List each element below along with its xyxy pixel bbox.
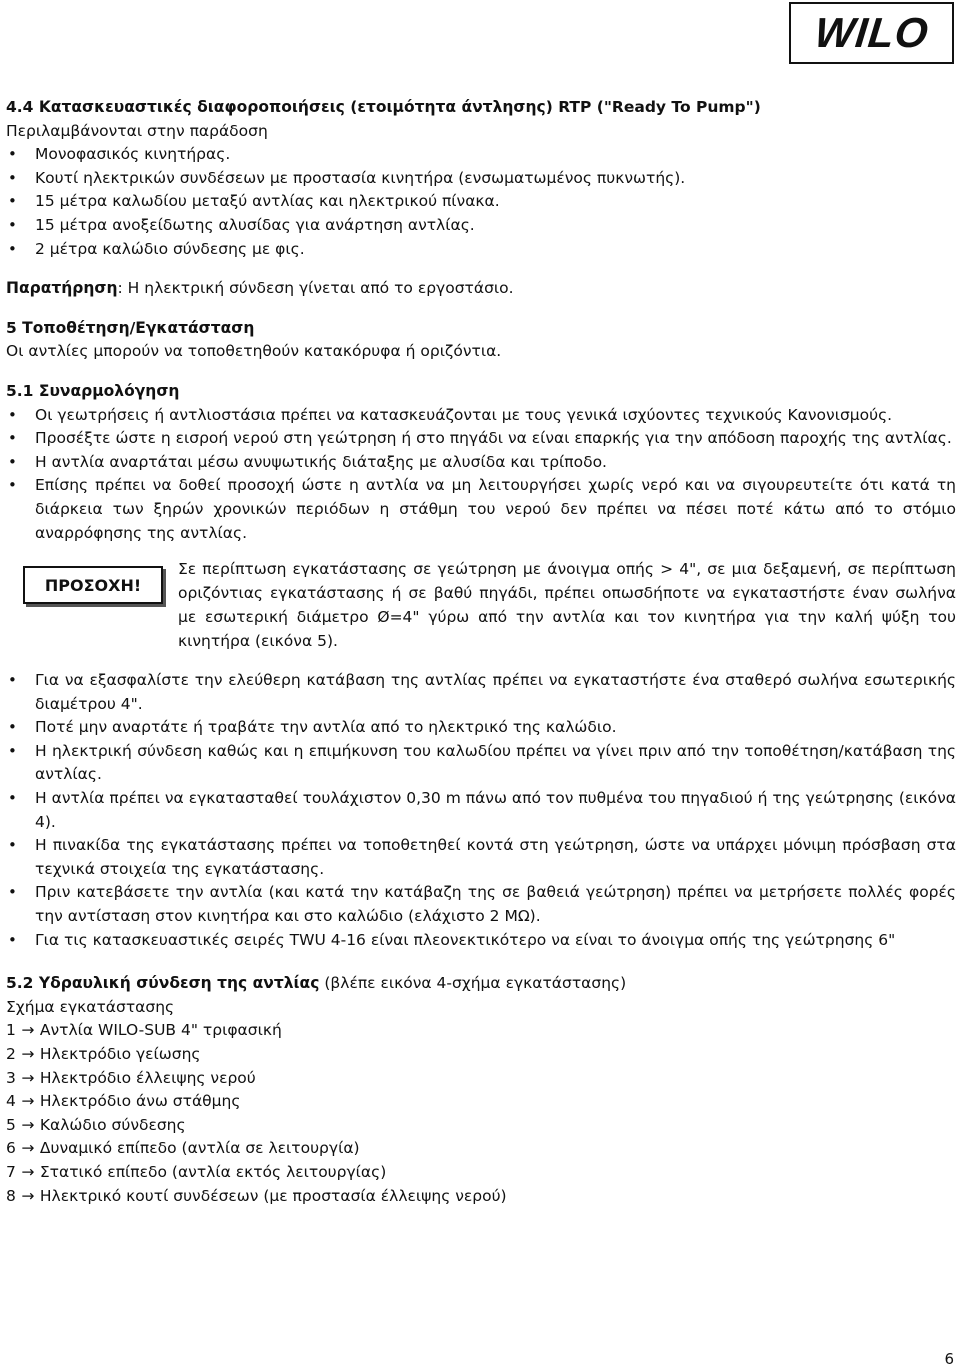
list-item: • 15 μέτρα καλωδίου μεταξύ αντλίας και ηλεκτρικού πίνακα. (6, 190, 956, 214)
legend-item (6, 1161, 956, 1185)
section-5-1-list-2 (6, 669, 956, 952)
list-item: • Κουτί ηλεκτρικών συνδέσεων με προστασία κινητήρα (ενσωματωμένος πυκνωτής). (6, 167, 956, 191)
scheme-legend (6, 1019, 956, 1208)
list-item: • Προσέξτε ώστε η εισροή νερού στη γεώτρηση ή στο πηγάδι να είναι επαρκής για την απόδοση παροχής της αντλίας. (6, 427, 956, 451)
list-item: • Η αντλία πρέπει να εγκατασταθεί τουλάχιστον 0,30 m πάνω από τον πυθμένα του πηγαδιού ή της γεώτρησης (εικόνα 4). (6, 787, 956, 834)
legend-text: Ηλεκτρικό κουτί συνδέσεων (με προστασία έλλειψης νερού) (39, 1186, 507, 1205)
section-4-4-title: 4.4 Κατασκευαστικές διαφοροποιήσεις (ετοιμότητα άντλησης) RTP ("Ready To Pump") (6, 98, 761, 116)
list-item: • Η ηλεκτρική σύνδεση καθώς και η επιμήκυνση του καλωδίου πρέπει να γίνει πριν από την τοποθέτηση/κατάβαση της αντλίας. (6, 740, 956, 787)
section-5-2-title-note: (βλέπε εικόνα 4-σχήμα εγκατάστασης) (319, 974, 627, 993)
legend-text: Ηλεκτρόδιο άνω στάθμης (39, 1092, 241, 1111)
arrow-icon: → (21, 1068, 35, 1087)
section-5-text: Οι αντλίες μπορούν να τοποθετηθούν κατακόρυφα ή οριζόντια. (6, 342, 502, 361)
list-item: • Η πινακίδα της εγκατάστασης πρέπει να τοποθετηθεί κοντά στη γεώτρηση, ώστε να υπάρχει μόνιμη πρόσβαση στα τεχνικά στοιχεία της εγκατάστασης. (6, 834, 956, 881)
scheme-title: Σχήμα εγκατάστασης (6, 997, 175, 1016)
list-item: • Ποτέ μην αναρτάτε ή τραβάτε την αντλία από το ηλεκτρικό της καλώδιο. (6, 716, 956, 740)
arrow-icon: → (21, 1162, 35, 1181)
arrow-icon: → (21, 1045, 35, 1063)
legend-text: Καλώδιο σύνδεσης (39, 1115, 186, 1134)
legend-item (6, 1043, 956, 1067)
warning-text: Σε περίπτωση εγκατάστασης σε γεώτρηση με άνοιγμα οπής > 4", σε μια δεξαμενή, σε περίπτωση οριζόντιας εγκατάστασης ή σε βαθύ πηγάδι, πρέπει οπωσδήποτε να εγκαταστήστε έναν σωλήνα με εσωτερική διάμετρο Ø=4" γύρω από την αντλία και τον κινητήρα για την καλή ψύξη του κινητήρα (εικόνα 5). (178, 560, 956, 651)
list-item: • Μονοφασικός κινητήρας. (6, 143, 956, 167)
warning-label-box (23, 566, 163, 604)
arrow-icon: → (21, 1021, 35, 1040)
section-5-1-list (6, 404, 956, 546)
legend-item (6, 1114, 956, 1138)
list-item: • Πριν κατεβάσετε την αντλία (και κατά την κατάβαζη της σε βαθειά γεώτρηση) πρέπει να μετρήσετε πολλές φορές την αντίσταση στον κινητήρα και στο καλώδιο (ελάχιστο 2 MΩ). (6, 881, 956, 928)
legend-text: Δυναμικό επίπεδο (αντλία σε λειτουργία) (39, 1139, 360, 1158)
warning-label: ΠΡΟΣΟΧΗ! (44, 575, 142, 595)
legend-number: 7 (6, 1162, 16, 1181)
legend-number: 1 (6, 1021, 16, 1040)
legend-number: 2 (6, 1045, 16, 1063)
arrow-icon: → (21, 1186, 35, 1205)
list-item: • Για τις κατασκευαστικές σειρές TWU 4-16 είναι πλεονεκτικότερο να είναι το άνοιγμα οπής της γεώτρησης 6" (6, 929, 956, 953)
section-5-title: 5 Τοποθέτηση/Εγκατάσταση (6, 318, 255, 337)
legend-text: Αντλία WILO-SUB 4" τριφασική (39, 1021, 282, 1040)
note-paragraph (6, 277, 956, 301)
arrow-icon: → (21, 1092, 35, 1111)
legend-item (6, 1137, 956, 1161)
legend-number: 3 (6, 1068, 16, 1087)
note-label: Παρατήρηση (6, 279, 118, 298)
document-body (6, 96, 956, 1208)
arrow-icon: → (21, 1139, 35, 1158)
legend-text: Στατικό επίπεδο (αντλία εκτός λειτουργίας) (39, 1162, 387, 1181)
list-item: • 15 μέτρα ανοξείδωτης αλυσίδας για ανάρτηση αντλίας. (6, 214, 956, 238)
page-number: 6 (944, 1350, 954, 1368)
legend-text: Ηλεκτρόδιο γείωσης (39, 1045, 201, 1063)
logo-text: WILO (812, 9, 931, 56)
section-4-4-list (6, 143, 956, 261)
legend-item (6, 1090, 956, 1114)
list-item: • Οι γεωτρήσεις ή αντλιοστάσια πρέπει να κατασκευάζονται με τους γενικά ισχύοντες τεχνικούς Κανονισμούς. (6, 404, 956, 428)
section-4-4-intro: Περιλαμβάνονται στην παράδοση (6, 121, 268, 140)
section-5-1-title: 5.1 Συναρμολόγηση (6, 381, 180, 400)
section-5-2-heading (6, 972, 956, 996)
legend-item (6, 1185, 956, 1209)
legend-number: 6 (6, 1139, 16, 1158)
legend-item (6, 1067, 956, 1091)
warning-block (6, 557, 956, 657)
legend-number: 4 (6, 1092, 16, 1111)
legend-item (6, 1019, 956, 1043)
legend-number: 8 (6, 1186, 16, 1205)
legend-number: 5 (6, 1115, 16, 1134)
list-item: • Η αντλία αναρτάται μέσω ανυψωτικής διάταξης με αλυσίδα και τρίποδο. (6, 451, 956, 475)
list-item: • Επίσης πρέπει να δοθεί προσοχή ώστε η αντλία να μη λειτουργήσει χωρίς νερό και να σιγουρευτείτε ότι κατά τη διάρκεια των ξηρών χρονικών περιόδων η στάθμη του νερού δεν πρέπει να πέσει ποτέ κάτω από το στόμιο αναρρόφησης της αντλίας. (6, 474, 956, 545)
legend-text: Ηλεκτρόδιο έλλειψης νερού (39, 1068, 256, 1087)
arrow-icon: → (21, 1115, 35, 1134)
list-item: • Για να εξασφαλίστε την ελεύθερη κατάβαση της αντλίας πρέπει να εγκαταστήστε ένα σταθερό σωλήνα εσωτερικής διαμέτρου 4". (6, 669, 956, 716)
wilo-logo (789, 2, 954, 64)
section-5-2-title: 5.2 Υδραυλική σύνδεση της αντλίας (6, 974, 320, 993)
note-text: : Η ηλεκτρική σύνδεση γίνεται από το εργοστάσιο. (117, 279, 514, 298)
list-item: • 2 μέτρα καλώδιο σύνδεσης με φις. (6, 238, 956, 262)
